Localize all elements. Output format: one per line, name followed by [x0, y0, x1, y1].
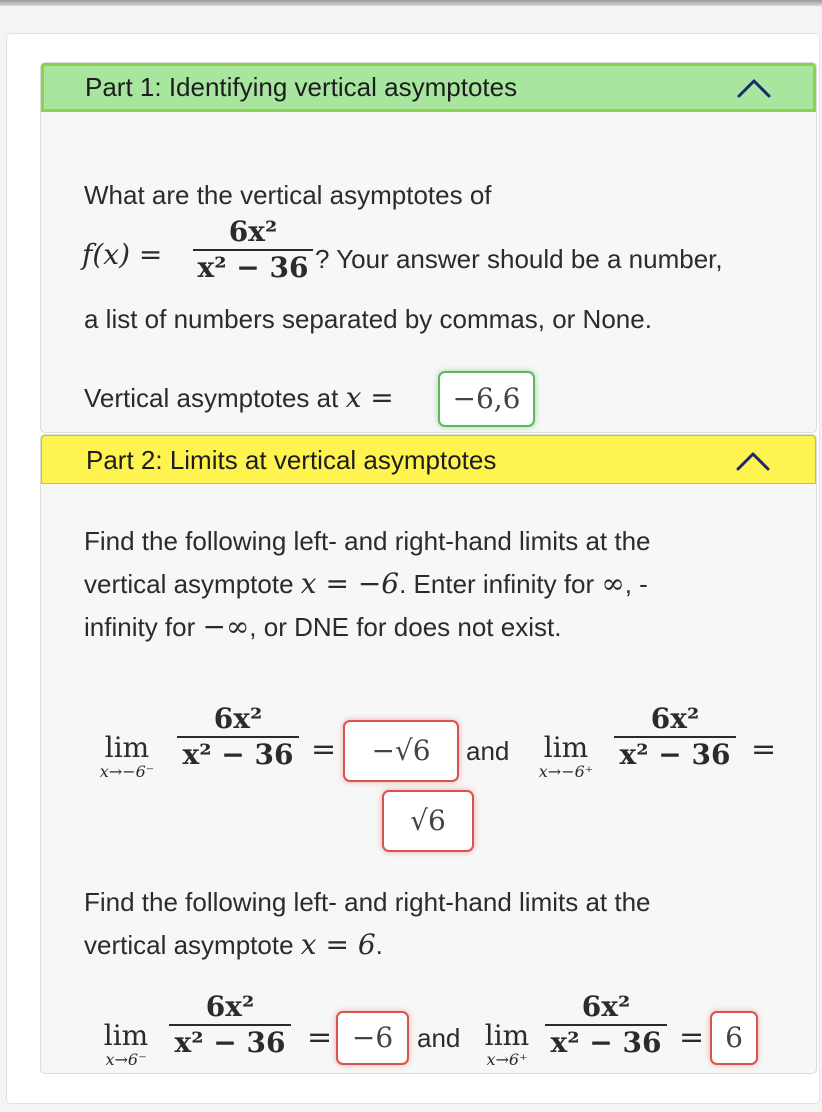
instr1-line2: vertical asymptote x = −6. Enter infinity for ∞, -	[84, 567, 648, 600]
limit-fraction: 6x² x² − 36	[177, 702, 299, 772]
equals-sign: =	[307, 1020, 333, 1055]
instr2-line1: Find the following left- and right-hand limits at the	[84, 887, 651, 917]
limit-left-6-field[interactable]: −6	[336, 1011, 409, 1065]
limit-left-6: lim x→6⁻	[103, 1019, 149, 1069]
question-card	[6, 33, 820, 1104]
and-label: and	[417, 1023, 461, 1053]
equals-sign: =	[311, 732, 337, 767]
part2-title: Part 2: Limits at vertical asymptotes	[86, 445, 497, 475]
collapse-chevron-icon[interactable]	[735, 450, 771, 472]
function-name: f(x) =	[82, 238, 163, 271]
limit-right-6-field[interactable]: 6	[710, 1011, 758, 1065]
part1-question-line1: What are the vertical asymptotes of	[84, 180, 492, 210]
limit-fraction: 6x² x² − 36	[614, 702, 736, 772]
instr1-line3: infinity for −∞, or DNE for does not exist.	[84, 610, 562, 643]
function-fraction	[193, 215, 313, 285]
limit-fraction: 6x² x² − 36	[169, 990, 291, 1060]
limit-fraction: 6x² x² − 36	[545, 990, 667, 1060]
part1-question-rest: ? Your answer should be a number,	[315, 244, 723, 274]
limit-left-neg6: lim x→−6⁻	[99, 731, 155, 781]
limit-right-neg6-field[interactable]: √6	[382, 790, 474, 852]
part1-question-line3: a list of numbers separated by commas, or None.	[84, 304, 652, 334]
part1-panel	[40, 62, 817, 433]
instr1-line1: Find the following left- and right-hand limits at the	[84, 526, 651, 556]
fraction-denominator: x² − 36	[197, 251, 309, 284]
part2-panel	[40, 434, 817, 1074]
limit-right-neg6: lim x→−6⁺	[538, 731, 594, 781]
limit-right-6: lim x→6⁺	[484, 1019, 530, 1069]
instr2-line2: vertical asymptote x = 6.	[84, 928, 383, 961]
part1-title: Part 1: Identifying vertical asymptotes	[85, 72, 518, 102]
top-divider	[0, 0, 822, 6]
and-label: and	[466, 736, 510, 766]
equals-sign: =	[679, 1020, 705, 1055]
fraction-numerator: 6x²	[228, 215, 278, 248]
part1-header[interactable]	[41, 63, 816, 112]
collapse-chevron-icon[interactable]	[736, 77, 772, 99]
part2-header[interactable]	[41, 435, 816, 484]
equals-sign: =	[751, 732, 777, 767]
answer-label: Vertical asymptotes at x =	[84, 381, 394, 414]
limit-left-neg6-field[interactable]: −√6	[343, 720, 459, 782]
asymptote-answer-field[interactable]: −6,6	[438, 371, 535, 427]
